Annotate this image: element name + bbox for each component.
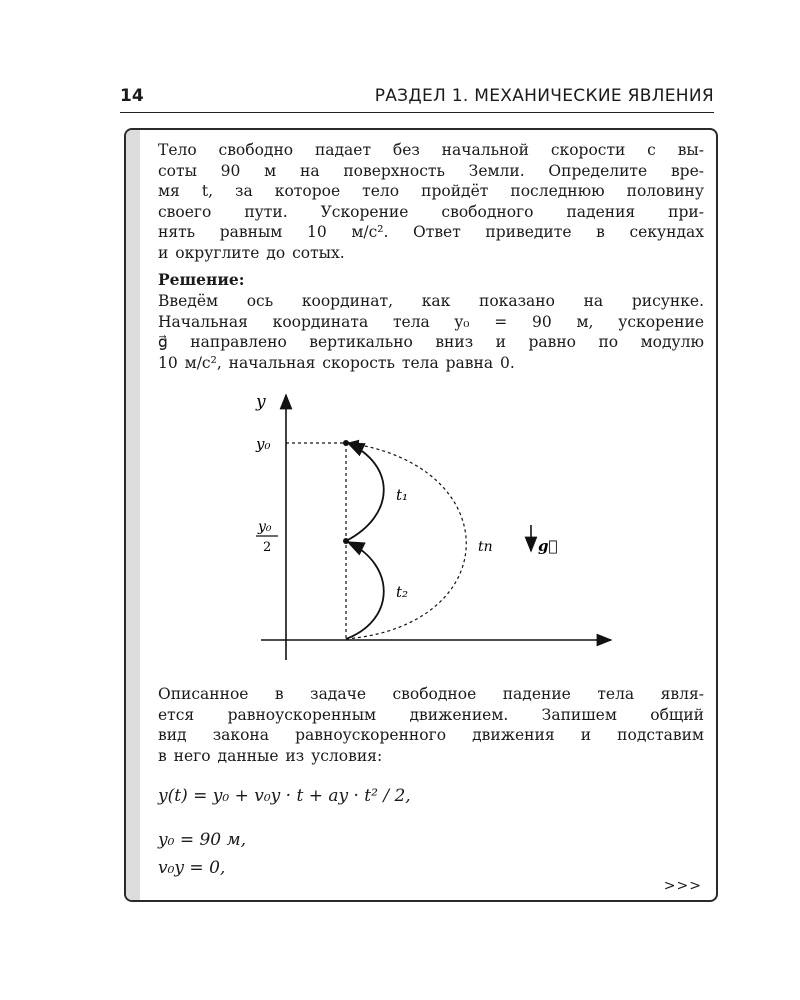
- arc-t1: [346, 443, 384, 541]
- box-side-bar: [126, 130, 140, 900]
- header-rule: [120, 112, 714, 113]
- solution-line: Начальная координата тела y₀ = 90 м, ускорение: [158, 312, 704, 331]
- half-label-numerator: y₀: [258, 519, 272, 535]
- problem-line: и округлите до сотых.: [158, 243, 345, 262]
- example-box: [124, 128, 718, 902]
- t1-label: t₁: [396, 486, 409, 504]
- solution-line: вид закона равноускоренного движения и подставим: [158, 726, 704, 744]
- page-header: [120, 86, 714, 110]
- solution-line: Описанное в задаче свободное падение тела явля-: [158, 685, 704, 703]
- free-fall-diagram: [246, 385, 626, 675]
- half-label-denominator: 2: [263, 540, 272, 555]
- solution-line: 10 м/с², начальная скорость тела равна 0.: [158, 353, 515, 372]
- solution-heading: Решение:: [158, 270, 245, 289]
- arc-t2: [346, 542, 384, 639]
- solution-line: Введём ось координат, как показано на рисунке.: [158, 292, 704, 310]
- motion-formula: y(t) = y₀ + v₀y · t + ay · t² / 2,: [158, 786, 411, 806]
- y0-formula: y₀ = 90 м,: [158, 830, 247, 850]
- solution-line: в него данные из условия:: [158, 746, 383, 765]
- page-number: 14: [120, 86, 144, 106]
- y0-label: y₀: [256, 435, 271, 453]
- problem-line: мя t, за которое тело пройдёт последнюю половину: [158, 182, 704, 200]
- arc-tp: [346, 443, 466, 639]
- problem-line: нять равным 10 м/с². Ответ приведите в секундах: [158, 223, 704, 241]
- axis-y-label: y: [256, 392, 266, 412]
- g-label: g⃗: [538, 537, 558, 555]
- solution-line: g⃗ направлено вертикально вниз и равно по модулю: [158, 333, 704, 351]
- problem-line: своего пути. Ускорение свободного падения при-: [158, 202, 704, 221]
- problem-line: соты 90 м на поверхность Земли. Определите вре-: [158, 161, 704, 180]
- problem-line: Тело свободно падает без начальной скорости с вы-: [158, 141, 704, 159]
- continue-mark: >>>: [663, 878, 702, 894]
- solution-line: ется равноускоренным движением. Запишем общий: [158, 705, 704, 724]
- section-title: РАЗДЕЛ 1. МЕХАНИЧЕСКИЕ ЯВЛЕНИЯ: [374, 86, 714, 106]
- v0-formula: v₀y = 0,: [158, 858, 226, 878]
- t2-label: t₂: [396, 583, 409, 601]
- tp-label: tп: [478, 539, 493, 555]
